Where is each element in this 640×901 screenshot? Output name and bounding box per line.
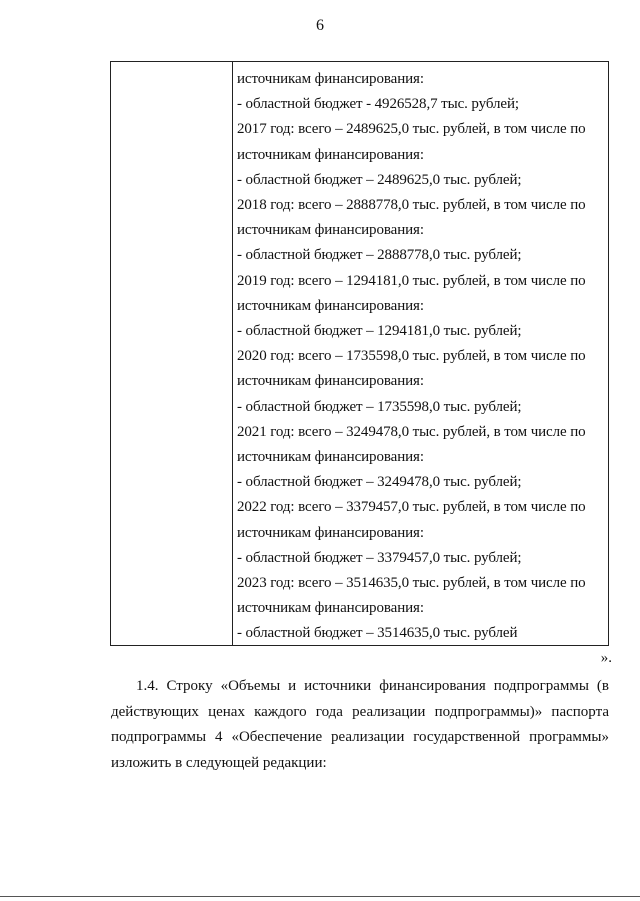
financing-line: - областной бюджет – 1735598,0 тыс. рублей; xyxy=(237,398,522,415)
financing-line: 2020 год: всего – 1735598,0 тыс. рублей, в том числе по xyxy=(237,348,586,365)
financing-line: - областной бюджет – 1294181,0 тыс. рублей; xyxy=(237,323,522,340)
paragraph-line: 1.4. Строку «Объемы и источники финансирования подпрограммы (в xyxy=(136,678,609,694)
financing-line: - областной бюджет – 3249478,0 тыс. рублей; xyxy=(237,474,522,491)
financing-line: 2022 год: всего – 3379457,0 тыс. рублей, в том числе по xyxy=(237,499,586,516)
financing-cell xyxy=(237,67,607,647)
paragraph-line: подпрограммы 4 «Обеспечение реализации государственной программы» xyxy=(111,729,609,745)
page-bottom-rule xyxy=(0,896,640,897)
financing-line: 2021 год: всего – 3249478,0 тыс. рублей, в том числе по xyxy=(237,423,586,440)
financing-line: источникам финансирования: xyxy=(237,600,424,617)
financing-line: источникам финансирования: xyxy=(237,373,424,390)
paragraph-line: изложить в следующей редакции: xyxy=(111,754,327,771)
financing-line: - областной бюджет – 2489625,0 тыс. рублей; xyxy=(237,171,522,188)
table-column-divider xyxy=(232,62,233,645)
financing-table xyxy=(110,61,609,646)
financing-line: источникам финансирования: xyxy=(237,146,424,163)
financing-line: источникам финансирования: xyxy=(237,524,424,541)
financing-line: - областной бюджет – 3514635,0 тыс. рублей xyxy=(237,625,518,642)
financing-line: - областной бюджет – 2888778,0 тыс. рублей; xyxy=(237,247,522,264)
page-number: 6 xyxy=(316,17,324,34)
financing-line: 2018 год: всего – 2888778,0 тыс. рублей, в том числе по xyxy=(237,197,586,214)
financing-line: источникам финансирования: xyxy=(237,71,424,87)
financing-line: - областной бюджет – 3379457,0 тыс. рублей; xyxy=(237,549,522,566)
paragraph-line: действующих ценах каждого года реализации подпрограммы)» паспорта xyxy=(111,703,609,720)
amendment-paragraph xyxy=(111,674,609,776)
financing-line: 2019 год: всего – 1294181,0 тыс. рублей, в том числе по xyxy=(237,272,586,289)
financing-line: - областной бюджет - 4926528,7 тыс. рублей; xyxy=(237,96,519,113)
closing-quote: ». xyxy=(600,650,612,666)
financing-line: источникам финансирования: xyxy=(237,222,424,239)
financing-line: 2017 год: всего – 2489625,0 тыс. рублей, в том числе по xyxy=(237,121,586,138)
financing-line: источникам финансирования: xyxy=(237,297,424,314)
financing-line: источникам финансирования: xyxy=(237,449,424,466)
financing-line: 2023 год: всего – 3514635,0 тыс. рублей, в том числе по xyxy=(237,575,586,592)
